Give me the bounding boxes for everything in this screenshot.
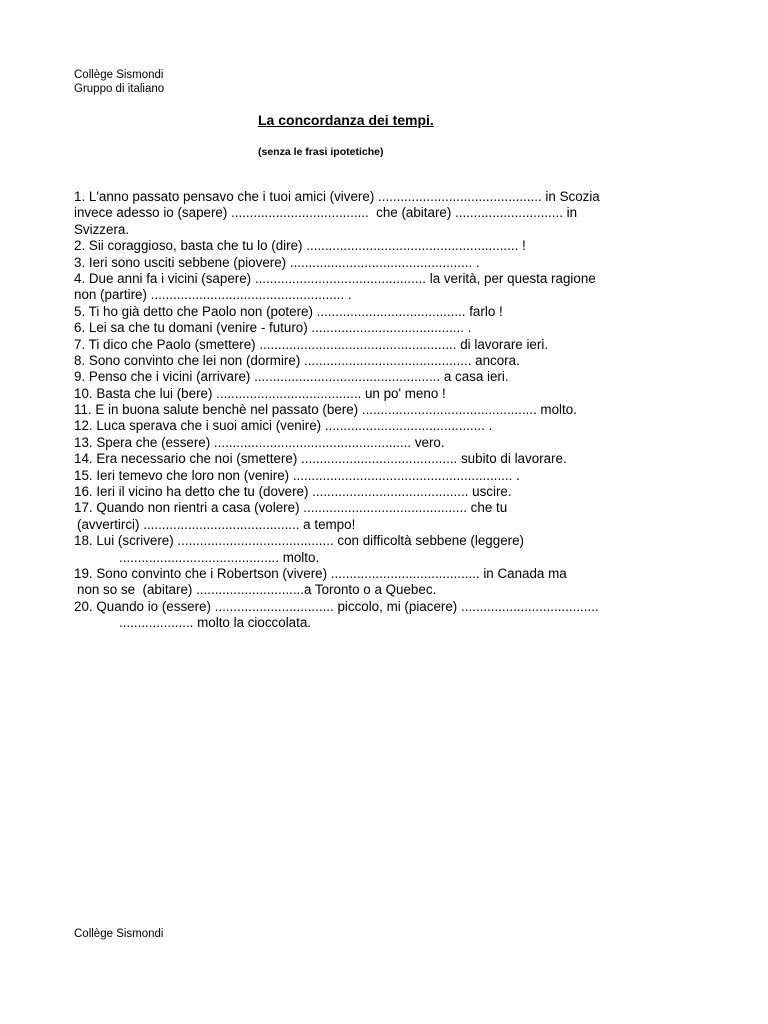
- exercise-line: invece adesso io (sapere) ..................................... che (abitare) ............................. in: [74, 205, 578, 221]
- exercise-line: Svizzera.: [74, 221, 130, 237]
- exercise-line: 18. Lui (scrivere) .......................................... con difficoltà sebbene (leggere): [74, 533, 525, 549]
- exercise-line: (avvertirci) .......................................... a tempo!: [77, 516, 356, 532]
- exercise-line: 6. Lei sa che tu domani (venire - futuro) ......................................... .: [74, 320, 472, 336]
- exercise-line: 10. Basta che lui (bere) ....................................... un po' meno !: [74, 385, 446, 401]
- exercise-line: ........................................... molto.: [119, 549, 320, 565]
- exercise-line: 13. Spera che (essere) ..................................................... vero.: [74, 434, 445, 450]
- exercise-line: 17. Quando non rientri a casa (volere) ............................................ che tu: [74, 500, 508, 516]
- exercise-line: 14. Era necessario che noi (smettere) .......................................... subito di lavorare.: [74, 451, 567, 467]
- exercise-line: 5. Ti ho già detto che Paolo non (potere) ........................................ farlo !: [74, 303, 503, 319]
- exercise-line: 19. Sono convinto che i Robertson (vivere) ........................................ in Canada ma: [74, 565, 567, 581]
- document-subtitle: (senza le frasi ipotetiche): [258, 146, 384, 158]
- page-header: [74, 68, 164, 96]
- exercise-line: 12. Luca sperava che i suoi amici (venire) ........................................... .: [74, 418, 493, 434]
- exercise-line: non so se (abitare) .............................a Toronto o a Quebec.: [77, 582, 437, 598]
- exercise-line: 2. Sii coraggioso, basta che tu lo (dire) ......................................................... !: [74, 238, 526, 254]
- exercise-line: 3. Ieri sono usciti sebbene (piovere) ................................................. .: [74, 254, 480, 270]
- page-footer: [74, 927, 164, 941]
- footer-school-name: Collège Sismondi: [74, 928, 164, 940]
- group-name: Gruppo di italiano: [74, 83, 165, 95]
- exercise-line: 1. L'anno passato pensavo che i tuoi amici (vivere) ............................................ in Scozia: [74, 189, 600, 204]
- exercise-line: non (partire) .................................................... .: [74, 287, 352, 303]
- school-name: Collège Sismondi: [74, 69, 164, 81]
- exercise-line: 11. E in buona salute benchè nel passato (bere) ............................................... molto.: [74, 402, 577, 418]
- document-title: La concordanza dei tempi.: [258, 112, 434, 128]
- exercise-line: 9. Penso che i vicini (arrivare) .................................................. a casa ieri.: [74, 369, 509, 385]
- exercise-list: [74, 189, 694, 632]
- exercise-line: 8. Sono convinto che lei non (dormire) ............................................. ancora.: [74, 352, 520, 368]
- exercise-line: 7. Ti dico che Paolo (smettere) ..................................................... di lavorare ieri.: [74, 336, 549, 352]
- exercise-line: .................... molto la cioccolata.: [119, 615, 312, 631]
- exercise-line: 20. Quando io (essere) ................................ piccolo, mi (piacere) .....................................: [74, 598, 599, 614]
- exercise-line: 16. Ieri il vicino ha detto che tu (dovere) .......................................... uscire.: [74, 484, 512, 500]
- exercise-line: 15. Ieri temevo che loro non (venire) ........................................................... .: [74, 467, 520, 483]
- exercise-line: 4. Due anni fa i vicini (sapere) .............................................. la verità, per questa ragione: [74, 270, 596, 286]
